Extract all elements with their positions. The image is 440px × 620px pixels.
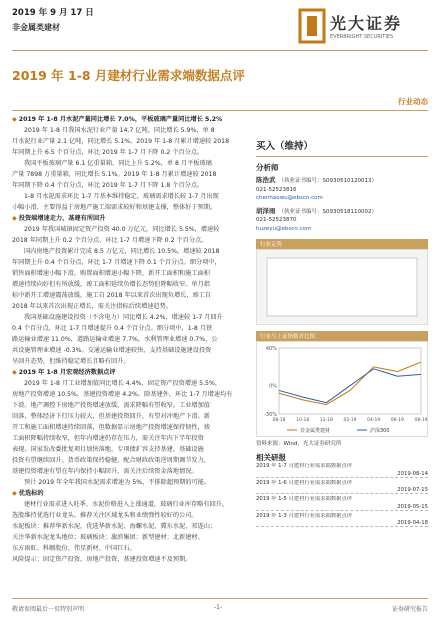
related-header: 相关研报 (256, 453, 286, 462)
body-line: 工面积降幅持续收窄，但年内增速仍存在压力，需关注年内下半年投资 (12, 435, 204, 442)
analyst-phone: 021-52523816 (256, 186, 297, 193)
section-heading: ◆ 优选标的 (12, 488, 264, 499)
legend-label: 非金属类建材 (300, 428, 331, 434)
body-line: 年同期上升 0.4 个百分点，环比 1-7 月增速下降 0.1 个百分点。细分项中， (12, 259, 221, 266)
body-line: 路运输业增速 11.0%，道路运输业增速 7.7%，水利管理业增速 0.7%，公 (12, 336, 218, 343)
logo-name: 光大证券 (330, 14, 403, 33)
section-tag: 行业动态 (398, 97, 428, 106)
y-tick-label: 40% (265, 346, 277, 352)
body-line: 下滑。地产调控下房地产投资增速放缓，需求降幅有望收窄。工业增加值 (12, 402, 210, 409)
rating-divider (256, 156, 428, 157)
body-line: 基建投资增速有望在年内保持小幅回升，需关注后续资金落地情况。 (12, 468, 198, 475)
section-heading: ◆ 2019 年 1-8 月水泥产量同比增长 7.0%，平板玻璃产量同比增长 5.2% (12, 114, 264, 125)
body-line: 0.4 个百分点，环比 1-7 月增速提升 0.4 个百分点。细分项中，1-8 月铁 (12, 325, 213, 332)
x-tick-label: 10-18 (296, 418, 310, 423)
footer-disclaimer: 敬请参阅最后一页特别声明 (12, 606, 85, 613)
top-divider (12, 50, 428, 51)
report-date: 2019 年 9 月 17 日 (12, 8, 94, 18)
body-line: 关注华新水泥龙头地位；玻璃板块：旗滨集团；新型建材：北新建材、 (12, 534, 204, 541)
body-line: 增速持续向好但有所放缓，竣工面积延续负增长态势但降幅收窄。单月指 (12, 281, 210, 288)
body-line: 预计 2019 年全年我国水泥需求增速为 5%，不排除超预期的可能。 (24, 479, 211, 486)
body-line: 销售面积增速小幅下滑，购置面积增速小幅下降，新开工面积和施工面积 (12, 270, 210, 277)
analyst-name: 胡泽雨 (256, 206, 276, 215)
chart1-placeholder (256, 249, 428, 325)
body-line: 建材行业需求进入旺季，水泥价格进入上涨通道，玻璃行业库存略有回升， (24, 501, 229, 508)
logo-en: EVERBRIGHT SECURITIES (330, 34, 394, 40)
body-line: 标中新开工增速震荡放缓，施工自 2018 年以来首次出现负增长，竣工自 (12, 292, 212, 299)
related-report-date: 2019-08-14 (256, 471, 428, 478)
body-line: 年同期上升 6.5 个百分点，环比 2019 年 1-7 月下降 0.2 个百分点。 (12, 149, 204, 156)
x-tick-label: 08-19 (414, 418, 427, 423)
x-tick-label: 06-19 (390, 418, 404, 423)
analyst-cert: （执业证书编号：S0930510120013） (278, 178, 377, 184)
body-line: 选股维持优选行业龙头。推荐关注区域龙头和业绩弹性较好的公司。 (12, 512, 198, 519)
body-line: 东方雨虹、科顺股份、伟星新材、中国巨石。 (12, 545, 136, 552)
legend-label: 沪深300 (370, 428, 390, 434)
body-line: 2019 年 1-8 月工业增加值同比增长 4.4%，固定资产投资增速 5.5%， (24, 380, 222, 387)
chart1-title: 行业走势 (256, 239, 428, 249)
logo-mark-icon (298, 8, 326, 44)
body-line: 投资有望继续回升。货币政策保持稳健，配合财政政策逆周期调节发力， (12, 457, 210, 464)
section-heading: ◆ 投资端增速走力，基建有所回升 (12, 213, 264, 224)
analyst-email[interactable]: huzeyu@ebscn.com (256, 225, 312, 232)
body-line: 2019 年 1-8 月我国水泥行业产量 14.7 亿吨，同比增长 5.9%，单 8 (24, 127, 215, 134)
body-line: 风险提示：固定资产投资、房地产投资、基建投资增速不及预期。 (12, 556, 192, 563)
section-divider (12, 110, 428, 111)
related-report-date: 2019-07-15 (256, 487, 428, 494)
body-line: 表现。国家发改委批复项目加快落地，专项债扩容支持基建，基础设施 (12, 446, 204, 453)
report-category: 非金属类建材 (12, 23, 60, 32)
analyst-email[interactable]: chenhaowu@ebscn.com (256, 195, 323, 201)
body-line: 2018 年以来首次出现正增长，需关注指标后续增速趋势。 (12, 303, 173, 310)
body-line: 我国基础设施建设投资（不含电力）同比增长 4.2%，增速较 1-7 月回升 (24, 314, 223, 321)
related-report-link[interactable]: 2019 年 1-3 月建材行业需求端数据点评 (256, 512, 353, 519)
related-report-link[interactable]: 2019 年 1-7 月建材行业需求端数据点评 (256, 463, 353, 469)
y-tick-label: -30% (264, 412, 277, 418)
series-line (279, 369, 421, 403)
page-number: -1- (214, 604, 223, 611)
body-line: 回落，整体经济下行压力较大，但基建投资回升，有望对冲地产下滑。新 (12, 413, 210, 420)
chart2-title: 行业与上证指数对比图 (256, 331, 428, 341)
related-report-date: 2019-05-15 (256, 504, 428, 511)
footer-divider (12, 598, 428, 599)
related-list (256, 463, 428, 527)
related-report-link[interactable]: 2019 年 1-6 月建材行业需求端数据点评 (256, 479, 353, 486)
body-line: 国内房地产投资累计完成 8.5 万亿元，同比增长 10.5%，增速较 2018 (24, 248, 220, 255)
body-line: 共设施管理业增速 -0.3%。交通运输业增速较快，支持基础设施建设投资 (12, 347, 212, 354)
body-line: 2018 年同期上升 0.2 个百分点，环比 1-7 月增速下降 0.2 个百分点。 (12, 237, 208, 244)
x-tick-label: 12-18 (319, 418, 333, 423)
chart-source: 资料来源：Wind，光大证券研究所 (256, 441, 342, 447)
related-report-link[interactable]: 2019 年 1-5 月建材行业需求端数据点评 (256, 496, 353, 502)
body-line: 开工和施工面积增速持续回落，但数据显示房地产投资增速保持韧性，竣 (12, 424, 210, 431)
plot-area (279, 348, 421, 414)
body-line: 1-8 月水泥需求环比 1-7 月基本维持稳定，玻璃需求增长较 1-7 月出现 (24, 193, 219, 200)
broker-logo (296, 5, 414, 49)
body-line: 我国平板玻璃产量 6.1 亿重量箱，同比上升 5.2%，单 8 月平板玻璃 (24, 160, 212, 167)
related-report-date: 2019-04-18 (256, 520, 428, 527)
sidebar (256, 138, 428, 529)
analyst-cert: （执业证书编号：S0930518110002） (278, 208, 377, 215)
body-line: 小幅小滑，主要得益于房地产施工端需求较好和基建支撑，整体好于预期。 (12, 204, 217, 211)
body-line: 年同期下降 0.4 个百分点，环比 2019 年 1-7 月下降 1.8 个百分点。 (12, 182, 204, 189)
x-tick-label: 02-19 (343, 418, 357, 423)
rating: 买入（维持） (256, 141, 314, 152)
body-line: 水泥板块：推荐华新水泥，优选华新水泥、海螺水泥、冀东水泥、祁连山； (12, 523, 217, 530)
page-title: 2019 年 1-8 月建材行业需求端数据点评 (12, 68, 245, 83)
footer-right: 证券研究报告 (391, 606, 428, 613)
body-line: 产量 7898 万重量箱，同比增长 5.1%。2019 年 1-8 月累计增速较 2018 (12, 171, 217, 178)
analyst-phone: 021-52523870 (256, 217, 297, 223)
body-line: 呈回升态势，但维持稳定增长且略有回升。 (12, 358, 130, 365)
analyst-name: 陈浩武 (256, 176, 276, 184)
body-line: 房地产投资增速 10.5%，基建投资增速 4.2%。除基建外，环比 1-7 月增速均有 (12, 391, 233, 398)
series-line (279, 362, 421, 404)
section-heading: ◆ 2019 年 1-8 月宏观经济数据点评 (12, 367, 264, 378)
body-line: 月水泥行业产量 2.1 亿吨，同比增长 5.1%。2019 年 1-8 月累计增速较 2018 (12, 138, 230, 145)
analyst-1 (256, 176, 428, 203)
performance-chart (256, 341, 428, 437)
analyst-header: 分析师 (256, 163, 279, 172)
analyst-2 (256, 207, 428, 234)
main-body (12, 114, 264, 565)
x-tick-label: 04-19 (367, 418, 381, 423)
body-line: 2019 年我国城镇固定资产投资 40.0 万亿元，同比增长 5.5%，增速较 (24, 226, 220, 233)
x-tick-label: 08-18 (272, 418, 286, 423)
y-tick-label: 0% (269, 383, 277, 390)
